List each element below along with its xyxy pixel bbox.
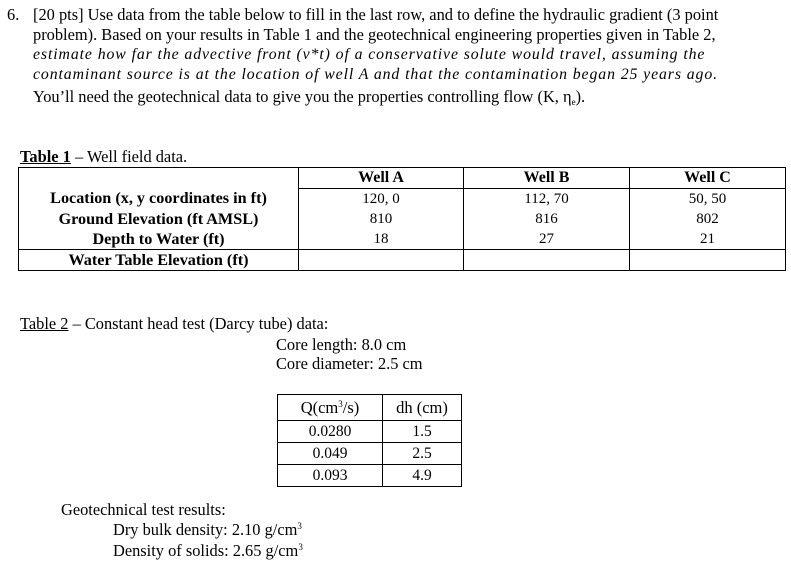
header-q	[278, 395, 383, 421]
cell-location-c: 50, 50	[630, 189, 786, 210]
cell-ground-a: 810	[299, 209, 464, 229]
problem-line-5-end: ).	[575, 87, 586, 106]
table-row	[19, 209, 786, 229]
dry-bulk-density-sup: 3	[297, 521, 302, 531]
core-diameter: Core diameter: 2.5 cm	[276, 354, 423, 373]
table1-caption	[20, 147, 187, 167]
row-label-depth-to-water: Depth to Water (ft)	[19, 229, 299, 250]
problem-line-5-text: You’ll need the geotechnical data to give you the properties controlling flow (K, η	[33, 87, 572, 106]
cell-water-table-a	[299, 250, 464, 271]
row-label-water-table: Water Table Elevation (ft)	[19, 250, 299, 271]
header-well-c: Well C	[630, 168, 786, 189]
cell-ground-c: 802	[630, 209, 786, 229]
cell-water-table-c	[630, 250, 786, 271]
table-row	[19, 229, 786, 250]
table-corner-cell	[19, 168, 299, 189]
cell-location-b: 112, 70	[464, 189, 630, 210]
well-field-table	[18, 167, 786, 271]
table-header-row	[278, 395, 462, 421]
problem-line-4: contaminant source is at the location of well A and that the contamination began 25 years ago.	[33, 66, 718, 83]
problem-line-5	[33, 87, 585, 107]
row-label-ground-elevation: Ground Elevation (ft AMSL)	[19, 209, 299, 229]
density-of-solids-sup: 3	[298, 542, 303, 552]
table-row	[19, 250, 786, 271]
table2-caption	[20, 314, 328, 334]
cell-q: 0.049	[278, 443, 383, 465]
header-well-b: Well B	[464, 168, 630, 189]
cell-q: 0.093	[278, 465, 383, 487]
table1-caption-text: – Well field data.	[70, 147, 188, 166]
table-row	[278, 443, 462, 465]
header-q-text: Q(cm	[300, 397, 339, 417]
density-of-solids-text: Density of solids: 2.65 g/cm	[113, 541, 299, 560]
table1-caption-label: Table 1	[20, 147, 71, 166]
row-label-location: Location (x, y coordinates in ft)	[19, 189, 299, 210]
geotech-heading: Geotechnical test results:	[61, 500, 226, 519]
dry-bulk-density	[113, 520, 302, 540]
cell-depth-b: 27	[464, 229, 630, 250]
table2-caption-text: – Constant head test (Darcy tube) data:	[68, 314, 329, 333]
table2-caption-label: Table 2	[20, 314, 69, 333]
header-q-sup: 3	[338, 398, 343, 409]
cell-dh: 2.5	[383, 443, 462, 465]
cell-location-a: 120, 0	[299, 189, 464, 210]
header-q-end: /s)	[342, 397, 360, 417]
problem-number: 6.	[7, 5, 20, 24]
problem-line-1: [20 pts] Use data from the table below to fill in the last row, and to define the hydraulic gradient (3 point	[33, 5, 719, 24]
header-dh: dh (cm)	[383, 395, 462, 421]
core-length: Core length: 8.0 cm	[276, 335, 407, 354]
cell-ground-b: 816	[464, 209, 630, 229]
cell-dh: 4.9	[383, 465, 462, 487]
cell-dh: 1.5	[383, 421, 462, 443]
table-row	[278, 465, 462, 487]
problem-line-5-sub: e	[571, 97, 576, 107]
header-well-a: Well A	[299, 168, 464, 189]
cell-depth-c: 21	[630, 229, 786, 250]
problem-line-3: estimate how far the advective front (v*t) of a conservative solute would travel, assuming the	[33, 46, 706, 63]
darcy-test-table	[277, 394, 462, 487]
table-header-row	[19, 168, 786, 189]
table-row	[19, 189, 786, 210]
problem-line-2: problem). Based on your results in Table 1 and the geotechnical engineering properties given in Table 2,	[33, 25, 716, 44]
cell-depth-a: 18	[299, 229, 464, 250]
dry-bulk-density-text: Dry bulk density: 2.10 g/cm	[113, 520, 298, 539]
table-row	[278, 421, 462, 443]
cell-q: 0.0280	[278, 421, 383, 443]
density-of-solids	[113, 541, 303, 561]
cell-water-table-b	[464, 250, 630, 271]
